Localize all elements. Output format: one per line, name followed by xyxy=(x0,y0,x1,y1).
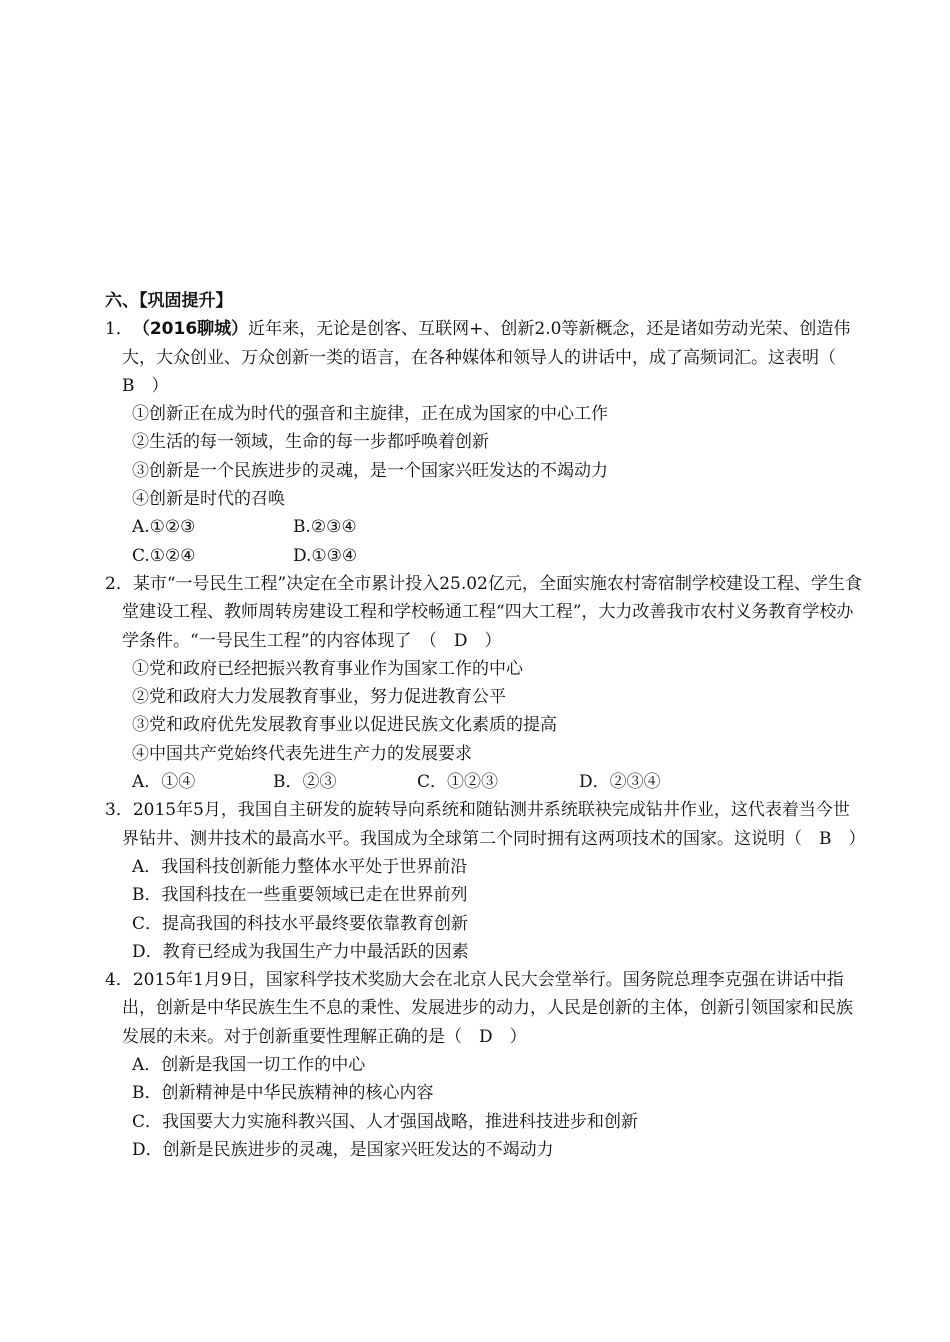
option-line: C．我国要大力实施科教兴国、人才强国战略，推进科技进步和创新 xyxy=(132,1111,639,1132)
option-a: A．①④ xyxy=(132,772,196,793)
option-line: A．我国科技创新能力整体水平处于世界前沿 xyxy=(132,856,468,877)
statement-line: ②生活的每一领域，生命的每一步都呼唤着创新 xyxy=(132,432,489,453)
statement-line: ③党和政府优先发展教育事业以促进民族文化素质的提高 xyxy=(132,715,557,736)
option-c: C.①②④ xyxy=(132,545,196,566)
question-text: 某市“一号民生工程”决定在全市累计投入25.02亿元，全面实施农村寄宿制学校建设工程、学生食堂建设工程、教师周转房建设工程和学校畅通工程“四大工程”，大力改善我市农村义务教育学校办学条件。“一号民生工程”的内容体现了 （ D ） xyxy=(122,573,862,651)
question-2 xyxy=(105,570,865,796)
option-line: D．创新是民族进步的灵魂，是国家兴旺发达的不竭动力 xyxy=(132,1139,554,1160)
question-3 xyxy=(105,796,865,966)
option-d: D.①③④ xyxy=(293,545,358,566)
question-text: 近年来，无论是创客、互联网+、创新2.0等新概念，还是诸如劳动光荣、创造伟大，大众创业、万众创新一类的语言，在各种媒体和领导人的讲话中，成了高频词汇。这表明（ B ） xyxy=(122,319,853,396)
statement-line: ④创新是时代的召唤 xyxy=(132,489,285,510)
question-1 xyxy=(105,315,865,570)
statement-line: ③创新是一个民族进步的灵魂，是一个国家兴旺发达的不竭动力 xyxy=(132,460,608,481)
options-row xyxy=(105,542,865,570)
option-line: B．创新精神是中华民族精神的核心内容 xyxy=(132,1083,434,1104)
statement-line: ④中国共产党始终代表先进生产力的发展要求 xyxy=(132,743,472,764)
question-number: 1． xyxy=(105,319,133,340)
content-area xyxy=(105,287,865,1164)
option-line: C．提高我国的科技水平最终要依靠教育创新 xyxy=(132,913,469,934)
question-stem xyxy=(105,796,865,853)
option-b: B．②③ xyxy=(273,772,337,793)
options-row xyxy=(105,768,865,796)
question-text: 2015年5月，我国自主研发的旋转导向系统和随钻测井系统联袂完成钻井作业，这代表着当今世界钻井、测井技术的最高水平。我国成为全球第二个同时拥有这两项技术的国家。这说明（ B ） xyxy=(122,800,866,849)
option-line: A．创新是我国一切工作的中心 xyxy=(132,1055,366,1076)
question-4 xyxy=(105,966,865,1164)
question-number: 2． xyxy=(105,573,133,594)
statement-line: ①党和政府已经把振兴教育事业作为国家工作的中心 xyxy=(132,658,523,679)
options-row xyxy=(105,513,865,541)
question-stem xyxy=(105,315,865,400)
option-line: D．教育已经成为我国生产力中最活跃的因素 xyxy=(132,941,469,962)
question-source: （2016聊城） xyxy=(132,319,249,340)
question-text: 2015年1月9日，国家科学技术奖励大会在北京人民大会堂举行。国务院总理李克强在讲话中指出，创新是中华民族生生不息的秉性、发展进步的动力，人民是创新的主体，创新引领国家和民族发展的未来。对于创新重要性理解正确的是（ D ） xyxy=(122,970,853,1047)
option-line: B．我国科技在一些重要领域已走在世界前列 xyxy=(132,885,468,906)
question-number: 4． xyxy=(105,970,133,991)
question-number: 3． xyxy=(105,800,133,821)
statement-line: ②党和政府大力发展教育事业，努力促进教育公平 xyxy=(132,687,506,708)
option-b: B.②③④ xyxy=(293,517,357,538)
statement-line: ①创新正在成为时代的强音和主旋律，正在成为国家的中心工作 xyxy=(132,404,608,425)
question-stem xyxy=(105,966,865,1051)
option-a: A.①②③ xyxy=(132,517,196,538)
section-title: 六、【巩固提升】 xyxy=(105,291,233,311)
option-c: C．①②③ xyxy=(417,772,499,793)
question-stem xyxy=(105,570,865,655)
option-d: D．②③④ xyxy=(579,772,661,793)
